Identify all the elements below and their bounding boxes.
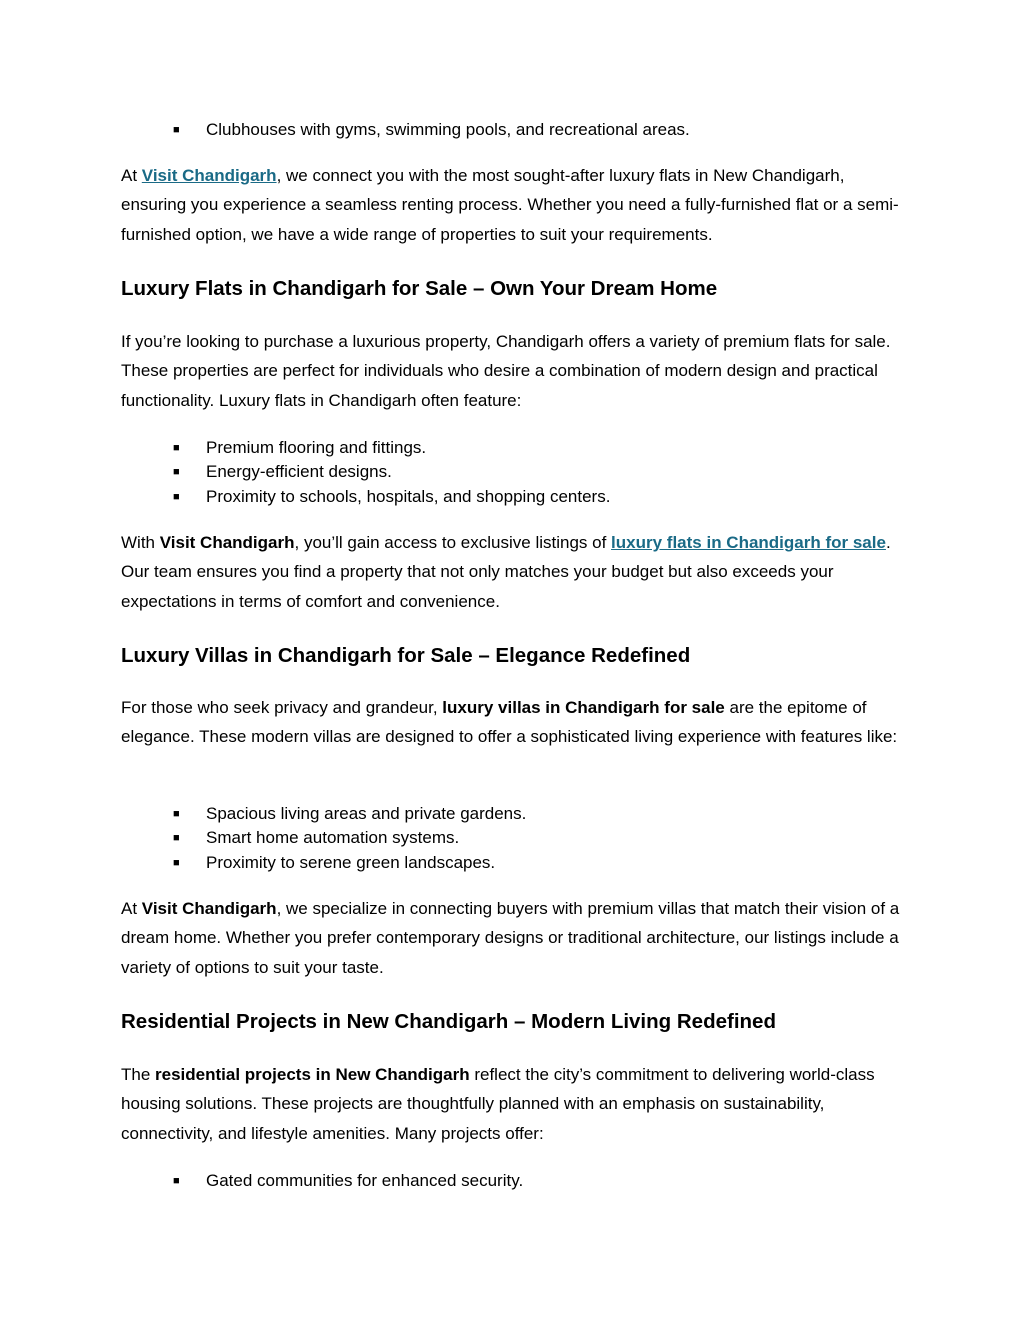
bullet-icon: ■: [173, 490, 180, 503]
list-item: ■ Proximity to serene green landscapes.: [173, 851, 526, 875]
luxury-flats-for-sale-link[interactable]: luxury flats in Chandigarh for sale: [611, 533, 886, 552]
list-item: ■ Spacious living areas and private gardens.: [173, 802, 526, 826]
list-item: ■ Energy-efficient designs.: [173, 460, 610, 484]
list-item: ■ Smart home automation systems.: [173, 826, 526, 850]
flats-listing-paragraph: With Visit Chandigarh, you’ll gain access to exclusive listings of luxury flats in Chandigarh for sale. Our team ensures you find a property that not only matches your budget but also exceeds your expectations in terms of comfort and convenience.: [121, 533, 891, 611]
projects-paragraph: The residential projects in New Chandigarh reflect the city’s commitment to delivering world-class housing solutions. These projects are thoughtfully planned with an emphasis on sustainability, connectivity, and lifestyle amenities. Many projects offer:: [121, 1065, 875, 1143]
heading-residential-projects: Residential Projects in New Chandigarh – Modern Living Redefined: [121, 1010, 776, 1033]
list-item: ■ Gated communities for enhanced security.: [173, 1169, 523, 1193]
list-item: ■ Proximity to schools, hospitals, and shopping centers.: [173, 485, 610, 509]
heading-luxury-villas: Luxury Villas in Chandigarh for Sale – Elegance Redefined: [121, 644, 691, 667]
visit-chandigarh-link[interactable]: Visit Chandigarh: [141, 166, 277, 185]
villas-features-list: [173, 802, 526, 875]
villas-listing-paragraph: At Visit Chandigarh, we specialize in connecting buyers with premium villas that match their vision of a dream home. Whether you prefer contemporary designs or traditional architecture, our listings include a variety of options to suit your taste.: [121, 899, 900, 977]
bullet-icon: ■: [173, 124, 180, 136]
projects-features-list: [173, 1169, 523, 1193]
amenities-list: [173, 118, 690, 142]
flats-features-list: [173, 436, 610, 509]
bullet-icon: ■: [173, 856, 180, 869]
bullet-icon: ■: [173, 1175, 180, 1187]
bullet-icon: ■: [173, 808, 180, 820]
list-item: ■ Premium flooring and fittings.: [173, 436, 610, 460]
intro-paragraph: At Visit Chandigarh, we connect you with the most sought-after luxury flats in New Chandigarh, ensuring you experience a seamless renting process. Whether you need a fully-furnished flat or a semi-furnished option, we have a wide range of properties to suit your requirements.: [121, 166, 899, 244]
heading-luxury-flats: Luxury Flats in Chandigarh for Sale – Own Your Dream Home: [121, 277, 718, 300]
bullet-icon: ■: [173, 832, 180, 845]
villas-paragraph: For those who seek privacy and grandeur, luxury villas in Chandigarh for sale are the epitome of elegance. These modern villas are designed to offer a sophisticated living experience with features like:: [121, 698, 898, 747]
bullet-icon: ■: [173, 442, 180, 454]
bullet-icon: ■: [173, 466, 180, 479]
flats-paragraph: If you’re looking to purchase a luxurious property, Chandigarh offers a variety of premium flats for sale. These properties are perfect for individuals who desire a combination of modern design and practical functionality. Luxury flats in Chandigarh often feature:: [121, 332, 891, 410]
list-item: ■ Clubhouses with gyms, swimming pools, and recreational areas.: [173, 118, 690, 142]
